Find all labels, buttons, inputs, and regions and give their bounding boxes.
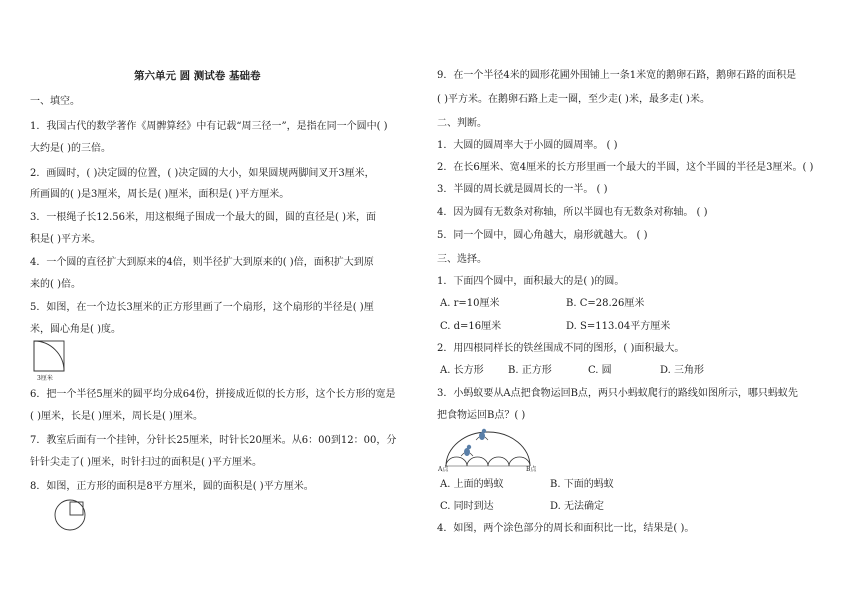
- q5-line1: 5．如图，在一个边长3厘米的正方形里画了一个扇形，这个扇形的半径是( )厘: [30, 302, 374, 313]
- judge-5: 5．同一个圆中，圆心角越大，扇形就越大。 ( ): [437, 230, 648, 241]
- q9-line1: 9．在一个半径4米的圆形花圃外围铺上一条1米宽的鹅卵石路，鹅卵石路的面积是: [437, 70, 797, 81]
- judge-3: 3．半圆的周长就是圆周长的一半。 ( ): [437, 184, 608, 195]
- q5-figure-label: 3厘米: [37, 375, 53, 382]
- q6-line2: ( )厘米，长是( )厘米，周长是( )厘米。: [30, 411, 203, 422]
- q1-line2: 大约是( )的三倍。: [30, 143, 111, 154]
- q8-line: 8．如图，正方形的面积是8平方厘米，圆的面积是( )平方厘米。: [30, 481, 314, 492]
- judge-2: 2．在长6厘米、宽4厘米的长方形里画一个最大的半圆，这个半圆的半径是3厘米。( ): [437, 162, 814, 173]
- choice-2-option-b: B. 正方形: [508, 365, 552, 376]
- q3-line2: 积是( )平方米。: [30, 234, 101, 245]
- choice-2: 2．用四根同样长的铁丝围成不同的图形，( )面积最大。: [437, 343, 685, 354]
- choice-3-option-d: D. 无法确定: [550, 501, 605, 512]
- choice-1: 1．下面四个圆中，面积最大的是( )的圆。: [437, 276, 625, 287]
- q1-line1: 1．我国古代的数学著作《周髀算经》中有记载“周三径一”，是指在同一个圆中( ): [30, 121, 388, 132]
- point-a-label: A点: [438, 466, 449, 473]
- q8-circle-square-figure: [53, 498, 87, 532]
- q7-line2: 针针尖走了( )厘米，时针扫过的面积是( )平方厘米。: [30, 457, 262, 468]
- choice-2-option-d: D. 三角形: [660, 365, 705, 376]
- judge-1: 1．大圆的圆周率大于小圆的圆周率。 ( ): [437, 140, 618, 151]
- q7-line1: 7．教室后面有一个挂钟，分针长25厘米，时针长20厘米。从6：00到12：00，分: [30, 435, 397, 446]
- page-title: 第六单元 圆 测试卷 基础卷: [134, 70, 261, 82]
- q5-sector-figure: [32, 339, 72, 373]
- section-choice: 三、选择。: [437, 254, 487, 265]
- choice-3-option-a: A. 上面的蚂蚁: [440, 479, 504, 490]
- point-b-label: B点: [526, 466, 537, 473]
- upper-ant-icon: [476, 429, 488, 440]
- q4-line2: 来的( )倍。: [30, 279, 81, 290]
- judge-4: 4．因为圆有无数条对称轴，所以半圆也有无数条对称轴。 ( ): [437, 207, 708, 218]
- q2-line1: 2．画圆时，( )决定圆的位置，( )决定圆的大小，如果圆规两脚间叉开3厘米，: [30, 168, 375, 179]
- choice-3-line2: 把食物运回B点？( ): [437, 410, 526, 421]
- choice-3-option-c: C. 同时到达: [440, 501, 494, 512]
- choice-1-option-a: A. r=10厘米: [440, 298, 500, 309]
- q6-line1: 6．把一个半径5厘米的圆平均分成64份，拼接成近似的长方形，这个长方形的宽是: [30, 389, 396, 400]
- choice-4: 4．如图，两个涂色部分的周长和面积比一比，结果是( )。: [437, 523, 695, 534]
- q2-line2: 所画圆的( )是3厘米，周长是( )厘米，面积是( )平方厘米。: [30, 189, 290, 200]
- section-fill-in: 一、填空。: [30, 96, 80, 107]
- choice-1-option-b: B. C=28.26厘米: [566, 298, 645, 309]
- choice-3-option-b: B. 下面的蚂蚁: [550, 479, 614, 490]
- ant-paths-figure: [440, 422, 538, 472]
- q9-line2: ( )平方米。在鹅卵石路上走一圈，至少走( )米，最多走( )米。: [437, 94, 710, 105]
- choice-3-line1: 3．小蚂蚁要从A点把食物运回B点，两只小蚂蚁爬行的路线如图所示，哪只蚂蚁先: [437, 388, 798, 399]
- choice-2-option-c: C. 圆: [588, 365, 612, 376]
- choice-1-option-c: C. d=16厘米: [440, 321, 502, 332]
- lower-ant-icon: [461, 445, 473, 456]
- choice-1-option-d: D. S=113.04平方厘米: [566, 321, 671, 332]
- q4-line1: 4．一个圆的直径扩大到原来的4倍，则半径扩大到原来的( )倍，面积扩大到原: [30, 257, 374, 268]
- choice-2-option-a: A. 长方形: [440, 365, 484, 376]
- q3-line1: 3．一根绳子长12.56米，用这根绳子围成一个最大的圆，圆的直径是( )米，面: [30, 212, 376, 223]
- section-judge: 二、判断。: [437, 118, 487, 129]
- q5-line2: 米，圆心角是( )度。: [30, 324, 121, 335]
